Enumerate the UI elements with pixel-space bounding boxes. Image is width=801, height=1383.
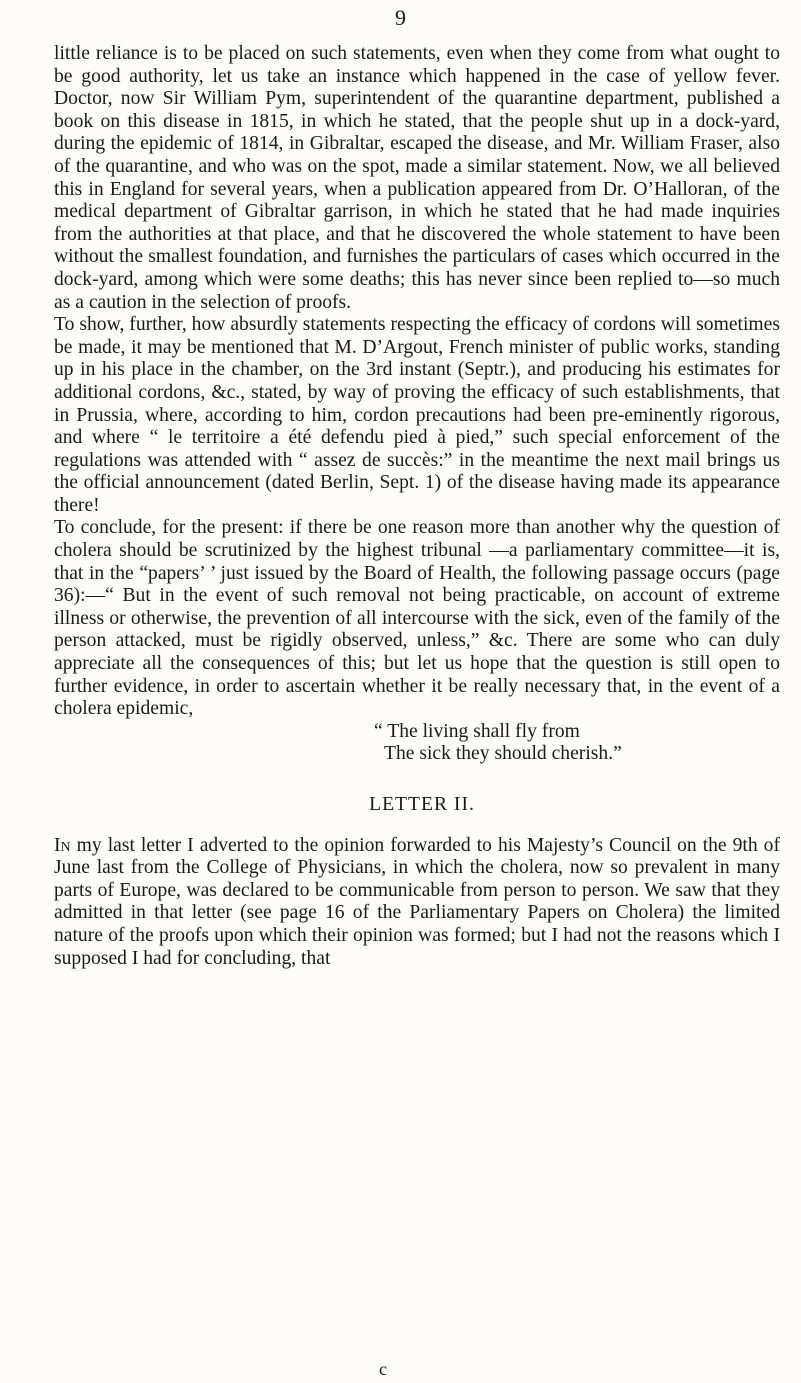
letter-heading: LETTER II. (369, 794, 475, 815)
page-number: 9 (395, 5, 406, 30)
letter-opening-word: In (54, 834, 71, 856)
paragraph-cordons: To show, further, how absurdly statements respecting the efficacy of cordons will sometimes be made, it may be mentioned that M. D’Argout, French minister of public works, standing up in his place in the chamber, on the 3rd instant (Septr.), and producing his estimates for additional cordons, &c., stated, by way of proving the efficacy of such establishments, that in Prussia, where, according to him, cordon precautions had been pre-eminently rigorous, and where “ le territoire a été defendu pied à pied,” such special enforcement of the regulations was attended with “ assez de succès:” in the meantime the next mail brings us the official announcement (dated Berlin, Sept. 1) of the disease having made its appearance there! (54, 314, 780, 516)
letter-text: my last letter I adverted to the opinion forwarded to his Majesty’s Council on the 9th of June last from the College of Physicians, in which the cholera, now so prevalent in many parts of Europe, was declared to be communicable from person to person. We saw that they admitted in that letter (see page 16 of the Parliamentary Papers on Cholera) the limited nature of the proofs upon which their opinion was formed; but I had not the reasons which I supposed I had for concluding, that (54, 834, 780, 969)
paragraph-conclusion: To conclude, for the present: if there be one reason more than another why the question of cholera should be scrutinized by the highest tribunal —a parliamentary committee—it is, that in the “papers’ ’ just issued by the Board of Health, the following passage occurs (page 36):—“ But in the event of such removal not being practicable, on account of extreme illness or otherwise, the prevention of all intercourse with the sick, even of the family of the person attacked, must be rigidly observed, unless,” &c. There are some who can duly appreciate all the consequences of this; but let us hope that the question is still open to further evidence, in order to ascertain whether it be really necessary that, in the event of a cholera epidemic, (54, 517, 780, 720)
paragraph-yellow-fever: little reliance is to be placed on such statements, even when they come from what ought to be good authority, let us take an instance which happened in the case of yellow fever. Doctor, now Sir William Pym, superintendent of the quarantine department, published a book on this disease in 1815, in which he stated, that the people shut up in a dock-yard, during the epidemic of 1814, in Gibraltar, escaped the disease, and Mr. William Fraser, also of the quarantine, and who was on the spot, made a similar statement. Now, we all believed this in England for several years, when a publication appeared from Dr. O’Halloran, of the medical department of Gibraltar garrison, in which he stated that he had made inquiries from the authorities at that place, and that he discovered the whole statement to have been without the smallest foundation, and furnishes the particulars of cases which occurred in the dock-yard, among which were some deaths; this has never since been replied to—so much as a caution in the selection of proofs. (54, 43, 780, 313)
verse-line-1: “ The living shall fly from (374, 720, 580, 742)
verse-line-2: The sick they should cherish.” (384, 743, 622, 765)
letter-paragraph (54, 835, 780, 971)
verse-quotation (54, 721, 780, 766)
body-text (54, 43, 780, 970)
signature-mark: c (379, 1359, 387, 1379)
